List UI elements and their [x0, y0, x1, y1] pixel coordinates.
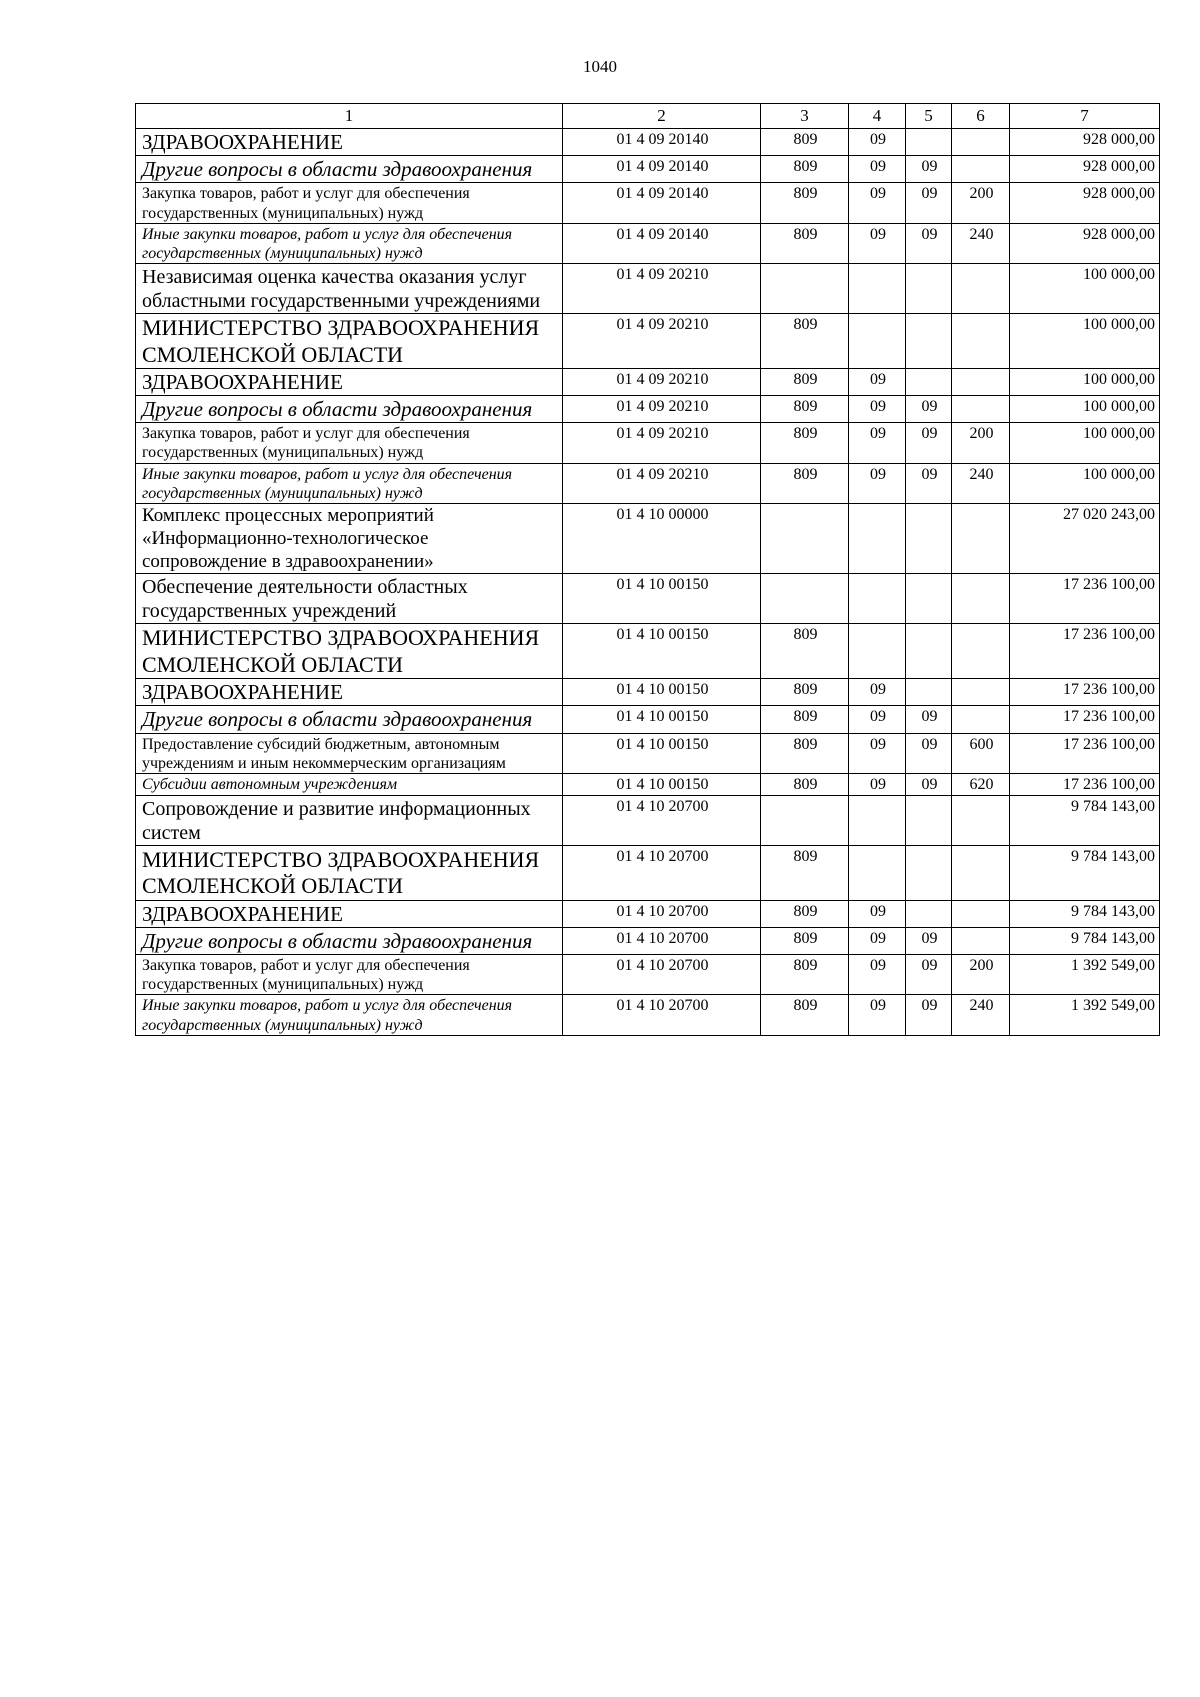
row-code-cell: 01 4 10 20700 — [563, 955, 761, 995]
table-row — [136, 504, 1160, 574]
row-sum-cell: 17 236 100,00 — [1010, 574, 1160, 624]
row-rz-cell: 09 — [849, 733, 906, 773]
row-rz-cell — [849, 624, 906, 679]
row-name-cell: Субсидии автономным учреждениям — [136, 773, 563, 795]
row-sum-cell: 928 000,00 — [1010, 183, 1160, 223]
row-sum-cell: 17 236 100,00 — [1010, 679, 1160, 706]
row-gr-cell — [761, 264, 849, 314]
row-name-cell: ЗДРАВООХРАНЕНИЕ — [136, 129, 563, 156]
table-row — [136, 368, 1160, 395]
row-gr-cell: 809 — [761, 183, 849, 223]
page-number: 1040 — [583, 57, 617, 76]
row-vr-cell — [952, 679, 1010, 706]
row-sum-cell: 17 236 100,00 — [1010, 624, 1160, 679]
row-vr-cell — [952, 396, 1010, 423]
row-gr-cell: 809 — [761, 423, 849, 463]
row-rz-cell: 09 — [849, 463, 906, 503]
row-sum-cell: 9 784 143,00 — [1010, 900, 1160, 927]
row-name-cell: Предоставление субсидий бюджетным, автономным учреждениям и иным некоммерческим организациям — [136, 733, 563, 773]
column-number-row — [136, 104, 1160, 129]
row-rz-cell: 09 — [849, 368, 906, 395]
column-header: 5 — [906, 104, 952, 129]
row-pr-cell — [906, 679, 952, 706]
row-pr-cell: 09 — [906, 396, 952, 423]
row-pr-cell — [906, 504, 952, 574]
column-header: 1 — [136, 104, 563, 129]
row-name-cell: Сопровождение и развитие информационных систем — [136, 795, 563, 845]
row-vr-cell — [952, 845, 1010, 900]
table-row — [136, 679, 1160, 706]
row-code-cell: 01 4 10 00150 — [563, 679, 761, 706]
row-vr-cell — [952, 900, 1010, 927]
row-gr-cell: 809 — [761, 845, 849, 900]
row-sum-cell: 100 000,00 — [1010, 423, 1160, 463]
row-code-cell: 01 4 10 20700 — [563, 795, 761, 845]
table-row — [136, 795, 1160, 845]
column-header: 4 — [849, 104, 906, 129]
row-name-cell: Иные закупки товаров, работ и услуг для обеспечения государственных (муниципальных) нужд — [136, 223, 563, 263]
row-name-cell: Другие вопросы в области здравоохранения — [136, 156, 563, 183]
row-vr-cell: 200 — [952, 183, 1010, 223]
column-header: 2 — [563, 104, 761, 129]
row-gr-cell: 809 — [761, 927, 849, 954]
row-rz-cell: 09 — [849, 129, 906, 156]
row-gr-cell: 809 — [761, 368, 849, 395]
row-code-cell: 01 4 09 20140 — [563, 183, 761, 223]
row-name-cell: ЗДРАВООХРАНЕНИЕ — [136, 679, 563, 706]
row-name-cell: Комплекс процессных мероприятий «Информационно-технологическое сопровождение в здравоохранении» — [136, 504, 563, 574]
row-name-cell: Обеспечение деятельности областных государственных учреждений — [136, 574, 563, 624]
row-name-cell: МИНИСТЕРСТВО ЗДРАВООХРАНЕНИЯ СМОЛЕНСКОЙ ОБЛАСТИ — [136, 314, 563, 369]
table-row — [136, 264, 1160, 314]
row-rz-cell: 09 — [849, 156, 906, 183]
table-row — [136, 845, 1160, 900]
row-code-cell: 01 4 09 20210 — [563, 423, 761, 463]
row-name-cell: МИНИСТЕРСТВО ЗДРАВООХРАНЕНИЯ СМОЛЕНСКОЙ ОБЛАСТИ — [136, 845, 563, 900]
row-pr-cell — [906, 129, 952, 156]
row-sum-cell: 9 784 143,00 — [1010, 927, 1160, 954]
row-pr-cell: 09 — [906, 223, 952, 263]
row-sum-cell: 928 000,00 — [1010, 223, 1160, 263]
table-row — [136, 900, 1160, 927]
table-row — [136, 995, 1160, 1035]
row-gr-cell: 809 — [761, 773, 849, 795]
row-rz-cell: 09 — [849, 223, 906, 263]
row-pr-cell: 09 — [906, 955, 952, 995]
row-vr-cell — [952, 504, 1010, 574]
row-name-cell: Закупка товаров, работ и услуг для обеспечения государственных (муниципальных) нужд — [136, 183, 563, 223]
table-row — [136, 773, 1160, 795]
table-body — [136, 129, 1160, 1036]
row-name-cell: МИНИСТЕРСТВО ЗДРАВООХРАНЕНИЯ СМОЛЕНСКОЙ ОБЛАСТИ — [136, 624, 563, 679]
row-sum-cell: 9 784 143,00 — [1010, 795, 1160, 845]
row-rz-cell — [849, 574, 906, 624]
row-pr-cell — [906, 314, 952, 369]
row-code-cell: 01 4 10 00150 — [563, 706, 761, 733]
row-code-cell: 01 4 10 20700 — [563, 845, 761, 900]
row-rz-cell: 09 — [849, 900, 906, 927]
row-code-cell: 01 4 10 20700 — [563, 995, 761, 1035]
row-name-cell: Другие вопросы в области здравоохранения — [136, 396, 563, 423]
row-sum-cell: 100 000,00 — [1010, 396, 1160, 423]
row-code-cell: 01 4 09 20210 — [563, 264, 761, 314]
row-name-cell: Иные закупки товаров, работ и услуг для обеспечения государственных (муниципальных) нужд — [136, 463, 563, 503]
row-rz-cell — [849, 264, 906, 314]
row-code-cell: 01 4 09 20140 — [563, 156, 761, 183]
row-name-cell: Независимая оценка качества оказания услуг областными государственными учреждениями — [136, 264, 563, 314]
row-rz-cell: 09 — [849, 679, 906, 706]
row-pr-cell — [906, 574, 952, 624]
table-row — [136, 183, 1160, 223]
row-vr-cell: 240 — [952, 223, 1010, 263]
table-row — [136, 396, 1160, 423]
table-row — [136, 156, 1160, 183]
row-pr-cell — [906, 845, 952, 900]
row-vr-cell: 200 — [952, 955, 1010, 995]
row-rz-cell — [849, 314, 906, 369]
row-name-cell: ЗДРАВООХРАНЕНИЕ — [136, 900, 563, 927]
row-sum-cell: 27 020 243,00 — [1010, 504, 1160, 574]
row-vr-cell — [952, 129, 1010, 156]
row-code-cell: 01 4 09 20140 — [563, 129, 761, 156]
table-row — [136, 706, 1160, 733]
row-vr-cell — [952, 368, 1010, 395]
table-row — [136, 129, 1160, 156]
row-gr-cell — [761, 504, 849, 574]
row-name-cell: Закупка товаров, работ и услуг для обеспечения государственных (муниципальных) нужд — [136, 955, 563, 995]
budget-table — [135, 103, 1160, 1036]
row-code-cell: 01 4 09 20210 — [563, 368, 761, 395]
row-pr-cell — [906, 624, 952, 679]
row-gr-cell: 809 — [761, 706, 849, 733]
row-gr-cell: 809 — [761, 396, 849, 423]
row-sum-cell: 17 236 100,00 — [1010, 733, 1160, 773]
row-gr-cell: 809 — [761, 900, 849, 927]
row-rz-cell: 09 — [849, 396, 906, 423]
row-pr-cell — [906, 795, 952, 845]
table-row — [136, 314, 1160, 369]
row-sum-cell: 17 236 100,00 — [1010, 773, 1160, 795]
table-row — [136, 955, 1160, 995]
row-code-cell: 01 4 09 20210 — [563, 314, 761, 369]
row-rz-cell — [849, 845, 906, 900]
row-sum-cell: 9 784 143,00 — [1010, 845, 1160, 900]
row-sum-cell: 928 000,00 — [1010, 156, 1160, 183]
table-row — [136, 733, 1160, 773]
row-pr-cell: 09 — [906, 773, 952, 795]
row-name-cell: Другие вопросы в области здравоохранения — [136, 706, 563, 733]
column-header: 3 — [761, 104, 849, 129]
column-header: 7 — [1010, 104, 1160, 129]
row-vr-cell — [952, 706, 1010, 733]
row-vr-cell — [952, 264, 1010, 314]
row-sum-cell: 928 000,00 — [1010, 129, 1160, 156]
row-sum-cell: 17 236 100,00 — [1010, 706, 1160, 733]
row-rz-cell: 09 — [849, 183, 906, 223]
row-rz-cell: 09 — [849, 995, 906, 1035]
row-gr-cell: 809 — [761, 314, 849, 369]
row-name-cell: Закупка товаров, работ и услуг для обеспечения государственных (муниципальных) нужд — [136, 423, 563, 463]
row-gr-cell: 809 — [761, 733, 849, 773]
table-row — [136, 927, 1160, 954]
row-code-cell: 01 4 10 00150 — [563, 574, 761, 624]
row-vr-cell: 600 — [952, 733, 1010, 773]
row-pr-cell — [906, 368, 952, 395]
row-name-cell: Другие вопросы в области здравоохранения — [136, 927, 563, 954]
row-pr-cell — [906, 900, 952, 927]
row-pr-cell: 09 — [906, 156, 952, 183]
row-rz-cell: 09 — [849, 955, 906, 995]
row-vr-cell — [952, 574, 1010, 624]
row-vr-cell: 200 — [952, 423, 1010, 463]
row-sum-cell: 100 000,00 — [1010, 368, 1160, 395]
table-row — [136, 463, 1160, 503]
row-gr-cell: 809 — [761, 223, 849, 263]
row-sum-cell: 1 392 549,00 — [1010, 995, 1160, 1035]
row-code-cell: 01 4 09 20210 — [563, 463, 761, 503]
row-gr-cell — [761, 795, 849, 845]
row-pr-cell: 09 — [906, 995, 952, 1035]
row-sum-cell: 100 000,00 — [1010, 463, 1160, 503]
row-rz-cell — [849, 795, 906, 845]
row-code-cell: 01 4 09 20140 — [563, 223, 761, 263]
table-row — [136, 574, 1160, 624]
row-vr-cell — [952, 795, 1010, 845]
row-code-cell: 01 4 10 00150 — [563, 733, 761, 773]
row-pr-cell: 09 — [906, 706, 952, 733]
column-header: 6 — [952, 104, 1010, 129]
row-name-cell: ЗДРАВООХРАНЕНИЕ — [136, 368, 563, 395]
row-vr-cell — [952, 624, 1010, 679]
row-gr-cell — [761, 574, 849, 624]
row-vr-cell — [952, 927, 1010, 954]
row-vr-cell — [952, 314, 1010, 369]
row-vr-cell: 620 — [952, 773, 1010, 795]
row-code-cell: 01 4 10 20700 — [563, 927, 761, 954]
row-gr-cell: 809 — [761, 624, 849, 679]
row-gr-cell: 809 — [761, 463, 849, 503]
row-gr-cell: 809 — [761, 156, 849, 183]
row-pr-cell: 09 — [906, 183, 952, 223]
row-name-cell: Иные закупки товаров, работ и услуг для обеспечения государственных (муниципальных) нужд — [136, 995, 563, 1035]
row-rz-cell: 09 — [849, 773, 906, 795]
row-vr-cell: 240 — [952, 463, 1010, 503]
row-gr-cell: 809 — [761, 679, 849, 706]
row-gr-cell: 809 — [761, 955, 849, 995]
row-sum-cell: 100 000,00 — [1010, 264, 1160, 314]
row-vr-cell — [952, 156, 1010, 183]
row-vr-cell: 240 — [952, 995, 1010, 1035]
row-code-cell: 01 4 10 00150 — [563, 773, 761, 795]
row-code-cell: 01 4 10 20700 — [563, 900, 761, 927]
row-gr-cell: 809 — [761, 995, 849, 1035]
row-pr-cell: 09 — [906, 423, 952, 463]
row-rz-cell — [849, 504, 906, 574]
table-row — [136, 624, 1160, 679]
row-code-cell: 01 4 10 00150 — [563, 624, 761, 679]
row-code-cell: 01 4 09 20210 — [563, 396, 761, 423]
row-pr-cell: 09 — [906, 463, 952, 503]
row-sum-cell: 1 392 549,00 — [1010, 955, 1160, 995]
row-pr-cell — [906, 264, 952, 314]
row-pr-cell: 09 — [906, 927, 952, 954]
row-pr-cell: 09 — [906, 733, 952, 773]
table-row — [136, 223, 1160, 263]
row-rz-cell: 09 — [849, 423, 906, 463]
row-rz-cell: 09 — [849, 927, 906, 954]
row-sum-cell: 100 000,00 — [1010, 314, 1160, 369]
table-row — [136, 423, 1160, 463]
row-rz-cell: 09 — [849, 706, 906, 733]
row-code-cell: 01 4 10 00000 — [563, 504, 761, 574]
row-gr-cell: 809 — [761, 129, 849, 156]
